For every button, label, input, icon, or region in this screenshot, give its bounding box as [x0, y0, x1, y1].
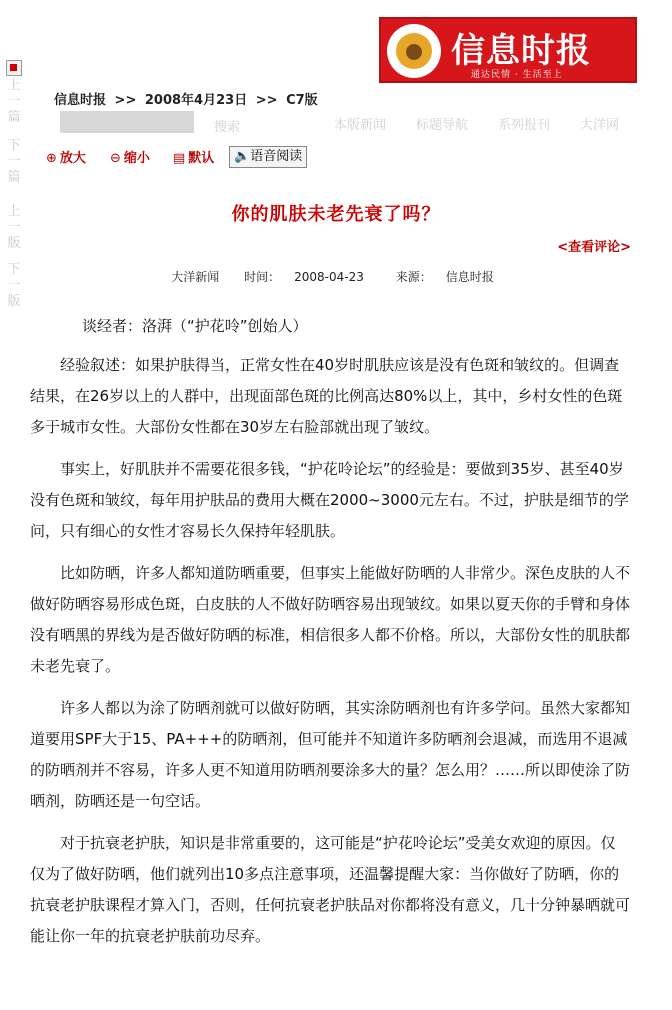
default-size-button[interactable] [173, 147, 214, 166]
nav-item-title-nav[interactable]: 标题导航 [416, 118, 469, 133]
logo-slogan: 通达民情 · 生活至上 [471, 70, 563, 80]
breadcrumb-separator: >> [255, 93, 278, 108]
breadcrumb-page[interactable]: C7版 [286, 93, 318, 108]
view-comments-link[interactable]: <查看评论> [557, 240, 631, 255]
interviewee-line: 谈经者：洛湃（“护花呤”创始人） [82, 317, 308, 335]
zoom-in-icon: ⊕ [46, 151, 57, 166]
newspaper-logo[interactable] [379, 17, 637, 83]
speaker-icon: 🔈 [234, 149, 251, 164]
nav-item-dayoo[interactable]: 大洋网 [580, 118, 620, 133]
source-label: 来源： [395, 270, 432, 284]
paragraph: 许多人都以为涂了防晒剂就可以做好防晒，其实涂防晒剂也有许多学问。虽然大家都知道要用SPF大于15、PA+++的防晒剂，但可能并不知道许多防晒剂会退减，而选用不退减的防晒剂并不容易，许多人更不知道用防晒剂要涂多大的量？怎么用？……所以即使涂了防晒剂，防晒还是一句空话。 [30, 699, 631, 810]
paragraph: 事实上，好肌肤并不需要花很多钱，“护花呤论坛”的经验是：要做到35岁、甚至40岁没有色斑和皱纹，每年用护肤品的费用大概在2000~3000元左右。不过，护肤是细节的学问，只有细心的女性才容易长久保持年轻肌肤。 [30, 460, 629, 540]
paragraph: 比如防晒，许多人都知道防晒重要，但事实上能做好防晒的人非常少。深色皮肤的人不做好防晒容易形成色斑，白皮肤的人不做好防晒容易出现皱纹。如果以夏天你的手臂和身体没有晒黑的界线为是否做好防晒的标准，相信很多人都不价格。所以，大部份女性的肌肤都未老先衰了。 [30, 564, 631, 675]
logo-name: 信息时报 [451, 31, 591, 71]
voice-read-label: 语音阅读 [250, 149, 303, 164]
zoom-out-label: 缩小 [123, 151, 150, 166]
breadcrumb [54, 89, 322, 108]
nav-item-page-news[interactable]: 本版新闻 [334, 118, 387, 133]
search-input[interactable] [60, 111, 194, 133]
prev-article-link[interactable]: 上一篇 [7, 78, 21, 125]
voice-read-button[interactable] [229, 146, 307, 168]
prev-page-link[interactable]: 上一版 [7, 204, 21, 251]
article-body [30, 350, 630, 952]
breadcrumb-paper[interactable]: 信息时报 [54, 93, 107, 108]
zoom-out-icon: ⊖ [110, 151, 121, 166]
source-value: 信息时报 [445, 270, 494, 284]
breadcrumb-date[interactable]: 2008年4月23日 [144, 93, 248, 108]
nav-bar [54, 108, 672, 138]
default-size-label: 默认 [188, 151, 215, 166]
next-page-link[interactable]: 下一版 [7, 262, 21, 309]
article-title: 你的肌肤未老先衰了吗？ [231, 204, 441, 225]
nav-item-series[interactable]: 系列报刊 [498, 118, 551, 133]
time-value: 2008-04-23 [294, 270, 364, 284]
search-button[interactable]: 搜索 [214, 120, 241, 135]
zoom-out-button[interactable] [110, 147, 150, 166]
paragraph: 经验叙述：如果护肤得当，正常女性在40岁时肌肤应该是没有色斑和皱纹的。但调查结果，在26岁以上的人群中，出现面部色斑的比例高达80%以上，其中，乡村女性的色斑多于城市女性。大部份女性都在30岁左右脸部就出现了皱纹。 [30, 356, 623, 436]
lion-logo-icon [387, 24, 441, 78]
document-icon: ▤ [173, 151, 186, 166]
source-site: 大洋新闻 [171, 270, 220, 284]
next-article-link[interactable]: 下一篇 [7, 138, 21, 185]
zoom-in-label: 放大 [59, 151, 86, 166]
zoom-in-button[interactable] [46, 147, 86, 166]
article-meta [0, 268, 672, 285]
time-label: 时间： [244, 270, 281, 284]
page-icon[interactable] [6, 60, 22, 76]
paragraph: 对于抗衰老护肤，知识是非常重要的，这可能是“护花呤论坛”受美女欢迎的原因。仅仅为了做好防晒，他们就列出10多点注意事项，还温馨提醒大家：当你做好了防晒，你的抗衰老护肤课程才算入门，否则，任何抗衰老护肤品对你都将没有意义，几十分钟暴晒就可能让你一年的抗衰老护肤前功尽弃。 [30, 834, 631, 945]
breadcrumb-separator: >> [114, 93, 137, 108]
